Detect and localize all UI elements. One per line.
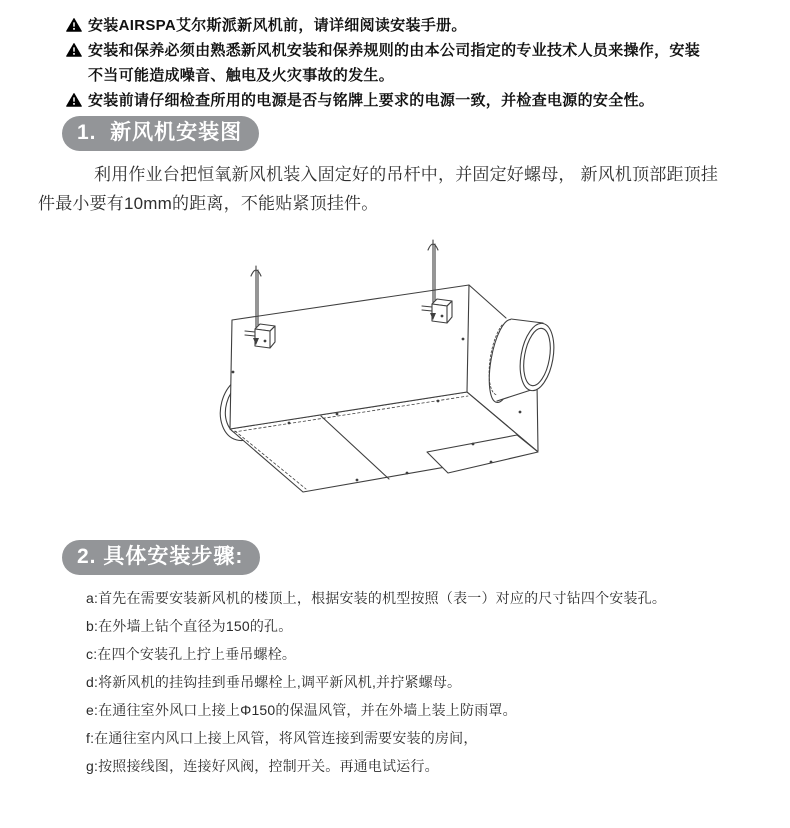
warning-triangle-icon xyxy=(66,38,88,62)
right-duct-outlet xyxy=(484,317,559,404)
fresh-air-unit-drawing xyxy=(200,230,600,530)
step-d: d:将新风机的挂钩挂到垂吊螺栓上,调平新风机,并拧紧螺母。 xyxy=(86,674,462,690)
warning-list xyxy=(66,13,726,113)
step-e: e:在通往室外风口上接上Φ150的保温风管，并在外墙上装上防雨罩。 xyxy=(86,702,517,718)
warning-text: 安装前请仔细检查所用的电源是否与铭牌上要求的电源一致，并检查电源的安全性。 xyxy=(88,92,655,109)
step-g: g:按照接线图，连接好风阀，控制开关。再通电试运行。 xyxy=(86,758,439,774)
fresh-air-unit-diagram xyxy=(200,230,600,530)
section1-paragraph: 利用作业台把恒氧新风机装入固定好的吊杆中，并固定好螺母， 新风机顶部距顶挂件最小要有10mm的距离，不能贴紧顶挂件。 xyxy=(38,165,719,213)
step-b: b:在外墙上钻个直径为150的孔。 xyxy=(86,618,293,634)
warning-item-1 xyxy=(66,13,726,38)
installation-steps xyxy=(86,590,754,786)
warning-triangle-icon xyxy=(66,88,88,112)
step-a: a:首先在需要安装新风机的楼顶上，根据安装的机型按照（表一）对应的尺寸钻四个安装孔。 xyxy=(86,590,667,606)
section2-title: 2. 具体安装步骤: xyxy=(62,540,260,575)
step-f: f:在通往室内风口上接上风管，将风管连接到需要安装的房间， xyxy=(86,730,478,746)
warning-item-3 xyxy=(66,88,726,113)
step-c: c:在四个安装孔上拧上垂吊螺栓。 xyxy=(86,646,297,662)
warning-triangle-icon xyxy=(66,13,88,37)
section1-title: 1. 新风机安装图 xyxy=(62,116,259,151)
hanging-rod-1 xyxy=(245,266,275,348)
hanging-rod-2 xyxy=(422,240,452,323)
warning-item-2 xyxy=(66,38,726,88)
warning-text: 安装AIRSPA艾尔斯派新风机前，请详细阅读安装手册。 xyxy=(88,17,467,34)
warning-text: 安装和保养必须由熟悉新风机安装和保养规则的由本公司指定的专业技术人员来操作，安装不当可能造成噪音、触电及火灾事故的发生。 xyxy=(88,42,701,84)
